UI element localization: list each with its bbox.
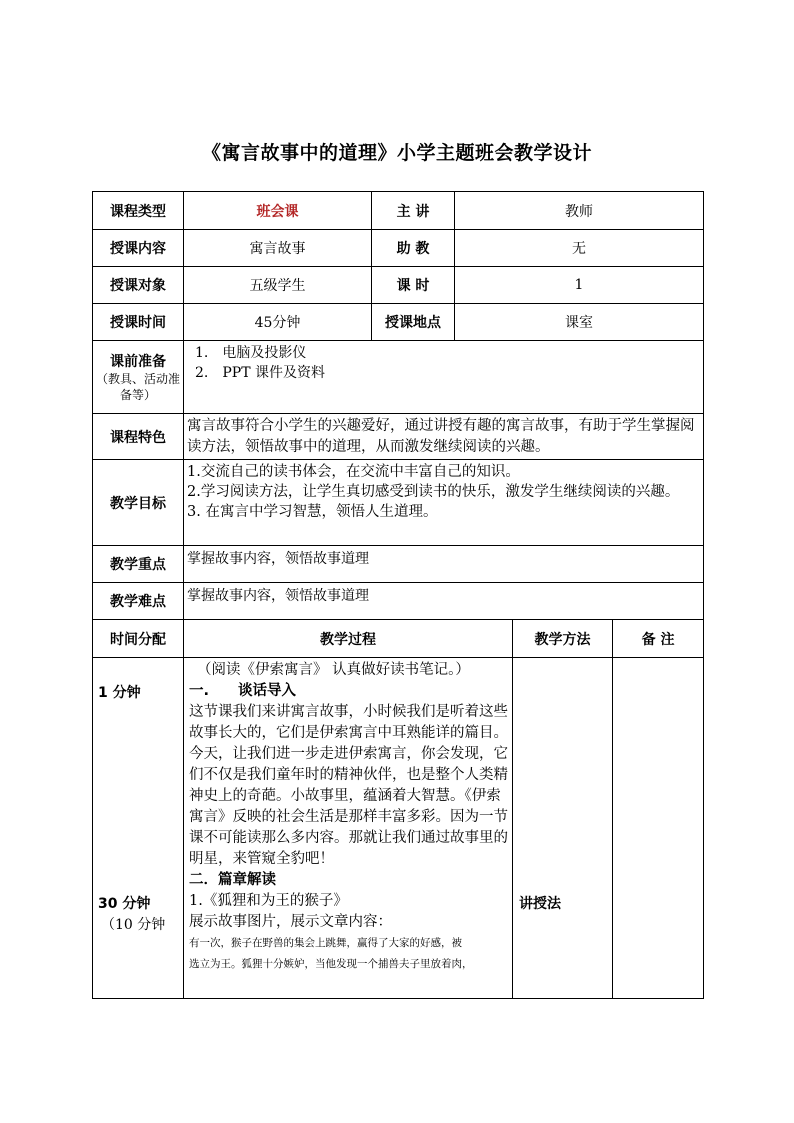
row-process-header	[93, 620, 704, 658]
prep-label-cell	[93, 341, 184, 414]
prep-item: 2. PPT 课件及资料	[195, 365, 325, 381]
method-cell	[513, 658, 613, 999]
difficulty-label: 教学难点	[93, 583, 184, 620]
hours-label: 课 时	[372, 267, 455, 304]
document-title: 《寓言故事中的道理》小学主题班会教学设计	[201, 142, 592, 164]
duration-label: 授课时间	[93, 304, 184, 341]
content-value: 寓言故事	[184, 230, 372, 267]
prep-sublabel: （教具、活动准备等）	[96, 372, 181, 402]
time-1: 1 分钟	[98, 685, 141, 701]
difficulty-text: 掌握故事内容，领悟故事道理	[184, 583, 704, 620]
story-line: 有一次，猴子在野兽的集会上跳舞，赢得了大家的好感，被	[189, 937, 462, 949]
prep-item: 1. 电脑及投影仪	[195, 345, 307, 361]
goal-item: 2.学习阅读方法，让学生真切感受到读书的快乐，激发学生继续阅读的兴趣。	[187, 484, 680, 500]
prep-label: 课前准备	[110, 354, 166, 370]
row-content	[93, 230, 704, 267]
time-allocation-cell	[93, 658, 184, 999]
row-focus	[93, 546, 704, 583]
goals-list	[184, 460, 704, 546]
location-value: 课室	[455, 304, 704, 341]
location-label: 授课地点	[372, 304, 455, 341]
lecturer-value: 教师	[455, 192, 704, 230]
course-type-value: 班会课	[184, 192, 372, 230]
feature-label: 课程特色	[93, 414, 184, 460]
row-duration	[93, 304, 704, 341]
row-goals	[93, 460, 704, 546]
story-line: 选立为王。狐狸十分嫉妒，当他发现一个捕兽夫子里放着肉，	[189, 958, 473, 970]
row-course-type	[93, 192, 704, 230]
focus-label: 教学重点	[93, 546, 184, 583]
goals-label: 教学目标	[93, 460, 184, 546]
header-note: 备 注	[613, 620, 704, 658]
note-cell	[613, 658, 704, 999]
header-method: 教学方法	[513, 620, 613, 658]
goal-item: 3. 在寓言中学习智慧，领悟人生道理。	[187, 504, 438, 520]
focus-text: 掌握故事内容，领悟故事道理	[184, 546, 704, 583]
feature-text: 寓言故事符合小学生的兴趣爱好，通过讲授有趣的寓言故事，有助于学生掌握阅读方法，领悟故事中的道理，从而激发继续阅读的兴趣。	[184, 414, 704, 460]
story-title: 1.《狐狸和为王的猴子》	[189, 893, 348, 909]
row-feature	[93, 414, 704, 460]
process-content	[184, 658, 513, 999]
goal-item: 1.交流自己的读书体会，在交流中丰富自己的知识。	[187, 464, 520, 480]
duration-value: 45分钟	[184, 304, 372, 341]
audience-value: 五级学生	[184, 267, 372, 304]
intro-note: （阅读《伊索寓言》 认真做好读书笔记。）	[197, 662, 470, 678]
time-3: （10 分钟	[101, 917, 166, 933]
content-label: 授课内容	[93, 230, 184, 267]
row-prep	[93, 341, 704, 414]
story-intro: 展示故事图片，展示文章内容：	[189, 914, 392, 930]
row-process	[93, 658, 704, 999]
lecturer-label: 主 讲	[372, 192, 455, 230]
header-time: 时间分配	[93, 620, 184, 658]
assistant-label: 助 教	[372, 230, 455, 267]
lesson-plan-table	[92, 191, 704, 999]
assistant-value: 无	[455, 230, 704, 267]
section-intro-heading: 一. 谈话导入	[189, 683, 297, 699]
row-audience	[93, 267, 704, 304]
header-process: 教学过程	[184, 620, 513, 658]
hours-value: 1	[455, 267, 704, 304]
audience-label: 授课对象	[93, 267, 184, 304]
prep-items	[184, 341, 704, 414]
section-reading-heading: 二．篇章解读	[189, 872, 276, 888]
intro-paragraph: 这节课我们来讲寓言故事，小时候我们是听着这些故事长大的，它们是伊索寓言中耳熟能详的篇目。今天，让我们进一步走进伊索寓言，你会发现，它们不仅是我们童年时的精神伙伴，也是整个人类精神史上的奇葩。小故事里，蕴涵着大智慧。《伊索寓言》反映的社会生活是那样丰富多彩。因为一节课不可能读那么多内容。那就让我们通过故事里的明星，来管窥全豹吧！	[189, 704, 508, 867]
time-2: 30 分钟	[98, 896, 151, 912]
row-difficulty	[93, 583, 704, 620]
method-text: 讲授法	[519, 896, 561, 912]
course-type-label: 课程类型	[93, 192, 184, 230]
